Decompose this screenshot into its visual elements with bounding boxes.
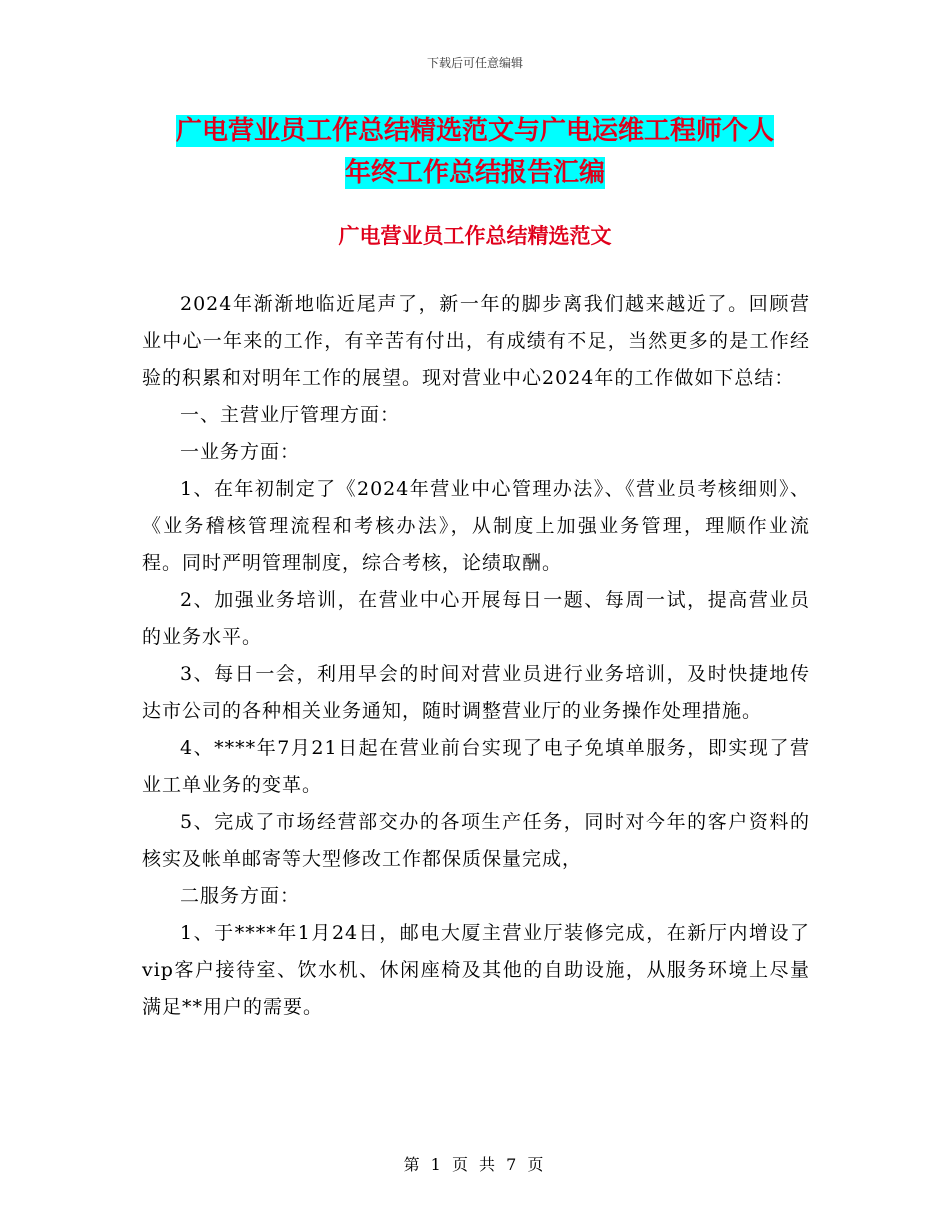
paragraph: 二服务方面： <box>180 885 301 907</box>
paragraph: 一、主营业厅管理方面： <box>180 404 401 426</box>
paragraph: 2024年渐渐地临近尾声了，新一年的脚步离我们越来越近了。回顾营业中心一年来的工作，有辛苦有付出，有成绩有不足，当然更多的是工作经验的积累和对明年工作的展望。现对营业中心2024年的工作做如下总结： <box>142 293 810 389</box>
document-title-line-1: 广电营业员工作总结精选范文与广电运维工程师个人 <box>175 116 774 146</box>
paragraph: 2、加强业务培训，在营业中心开展每日一题、每周一试，提高营业员的业务水平。 <box>142 589 810 648</box>
section-title: 广电营业员工作总结精选范文 <box>338 224 612 248</box>
paragraph: 3、每日一会，利用早会的时间对营业员进行业务培训，及时快捷地传达市公司的各种相关业务通知，随时调整营业厅的业务操作处理措施。 <box>142 663 810 722</box>
page-footer: 第 1 页 共 7 页 <box>403 1155 547 1174</box>
paragraph: 1、在年初制定了《2024年营业中心管理办法》、《营业员考核细则》、《业务稽核管理流程和考核办法》，从制度上加强业务管理，理顺作业流程。同时严明管理制度，综合考核，论绩取酬。 <box>142 478 810 574</box>
document-title-line-2: 年终工作总结报告汇编 <box>344 158 605 188</box>
document-title <box>140 110 810 194</box>
paragraph: 一业务方面： <box>180 441 301 463</box>
body-text <box>142 286 810 1026</box>
header-note: 下载后可任意编辑 <box>426 56 523 70</box>
paragraph: 1、于****年1月24日，邮电大厦主营业厅装修完成，在新厅内增设了vip客户接待室、饮水机、休闲座椅及其他的自助设施，从服务环境上尽量满足**用户的需要。 <box>142 922 810 1018</box>
paragraph: 5、完成了市场经营部交办的各项生产任务，同时对今年的客户资料的核实及帐单邮寄等大型修改工作都保质保量完成， <box>142 811 810 870</box>
paragraph: 4、****年7月21日起在营业前台实现了电子免填单服务，即实现了营业工单业务的变革。 <box>142 737 810 796</box>
